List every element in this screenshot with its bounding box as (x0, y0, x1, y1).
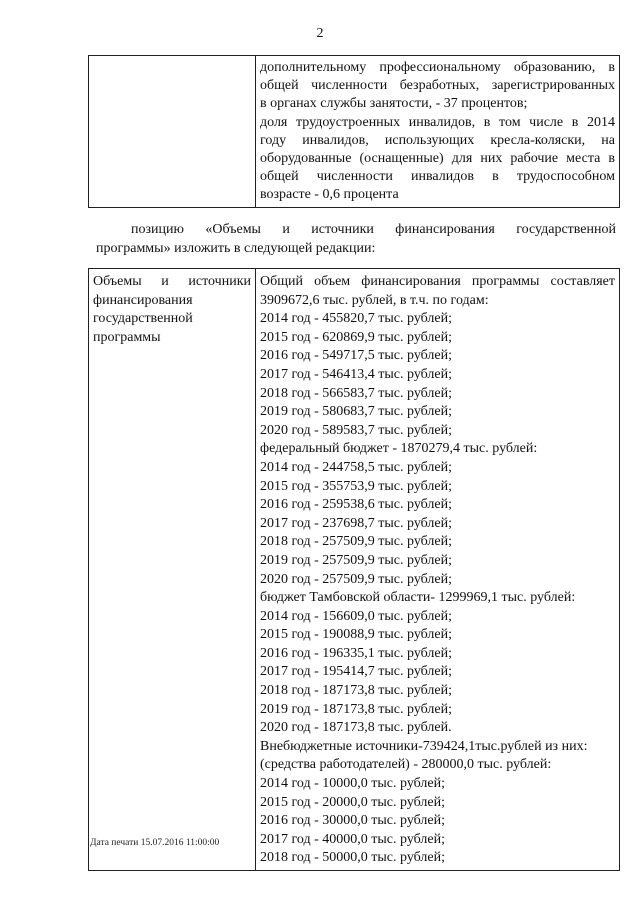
table1-value-cell (256, 56, 620, 208)
funding-line: 2017 год - 195414,7 тыс. рублей; (260, 664, 453, 680)
funding-line: 2020 год - 187173,8 тыс. рублей. (260, 720, 452, 736)
table1-label-cell (89, 56, 256, 208)
funding-line: 2019 год - 187173,8 тыс. рублей; (260, 701, 453, 717)
label-line: государственной (93, 311, 193, 327)
funding-line: 2014 год - 455820,7 тыс. рублей; (260, 311, 453, 327)
text-line: возрасте - 0,6 процента (260, 187, 399, 203)
funding-line: 2016 год - 196335,1 тыс. рублей; (260, 645, 453, 661)
funding-line: (средства работодателей) - 280000,0 тыс. рублей: (260, 757, 552, 773)
text-line: году инвалидов, использующих кресла-коляски, на (260, 132, 615, 148)
funding-table (88, 268, 620, 871)
label-line: программы (93, 329, 161, 345)
text-line: общей численности безработных, зарегистрированных (260, 78, 615, 94)
indicators-table (88, 55, 620, 208)
label-line: финансирования (93, 292, 193, 308)
text-line: оборудованные (оснащенные) для них рабочие места в (260, 151, 615, 167)
table-row (89, 56, 620, 208)
funding-value-cell (256, 269, 620, 871)
funding-line: 2015 год - 355753,9 тыс. рублей; (260, 478, 453, 494)
funding-line: 2014 год - 10000,0 тыс. рублей; (260, 776, 446, 792)
funding-line: федеральный бюджет - 1870279,4 тыс. рублей: (260, 441, 538, 457)
text-line: дополнительному профессиональному образованию, в (260, 60, 615, 75)
funding-line: 2018 год - 187173,8 тыс. рублей; (260, 683, 453, 699)
funding-line: 2018 год - 50000,0 тыс. рублей; (260, 850, 446, 866)
intro-line: позицию «Объемы и источники финансирования государственной (131, 222, 616, 237)
funding-line: бюджет Тамбовской области- 1299969,1 тыс. рублей: (260, 590, 576, 606)
funding-line: 2017 год - 237698,7 тыс. рублей; (260, 515, 453, 531)
funding-line: 2017 год - 40000,0 тыс. рублей; (260, 831, 446, 847)
funding-line: 2016 год - 259538,6 тыс. рублей; (260, 497, 453, 513)
funding-line: 2016 год - 549717,5 тыс. рублей; (260, 348, 453, 364)
funding-line: 2015 год - 620869,9 тыс. рублей; (260, 329, 453, 345)
label-line: Объемы и источники (93, 274, 251, 289)
print-date: Дата печати 15.07.2016 11:00:00 (90, 838, 220, 848)
page-number: 2 (316, 26, 324, 41)
funding-line: 2018 год - 566583,7 тыс. рублей; (260, 385, 453, 401)
table-row (89, 269, 620, 871)
funding-line: 3909672,6 тыс. рублей, в т.ч. по годам: (260, 292, 489, 308)
funding-line: 2014 год - 156609,0 тыс. рублей; (260, 608, 453, 624)
intro-paragraph (96, 220, 616, 258)
funding-line: 2020 год - 589583,7 тыс. рублей; (260, 422, 453, 438)
intro-line: программы» изложить в следующей редакции: (96, 241, 376, 256)
total-line: Общий объем финансирования программы составляет (260, 274, 615, 289)
funding-line: 2015 год - 190088,9 тыс. рублей; (260, 627, 453, 643)
funding-line: 2020 год - 257509,9 тыс. рублей; (260, 571, 453, 587)
funding-line: 2015 год - 20000,0 тыс. рублей; (260, 794, 446, 810)
funding-lines (260, 292, 615, 868)
funding-label-cell (89, 269, 256, 871)
text-line: в органах службы занятости, - 37 процентов; (260, 96, 528, 112)
funding-line: Внебюджетные источники-739424,1тыс.рублей из них: (260, 738, 588, 754)
funding-line: 2016 год - 30000,0 тыс. рублей; (260, 813, 446, 829)
funding-line: 2019 год - 580683,7 тыс. рублей; (260, 404, 453, 420)
funding-line: 2018 год - 257509,9 тыс. рублей; (260, 534, 453, 550)
funding-line: 2014 год - 244758,5 тыс. рублей; (260, 459, 453, 475)
text-line: общей численности инвалидов в трудоспособном (260, 169, 615, 185)
text-line: доля трудоустроенных инвалидов, в том числе в 2014 (260, 114, 615, 130)
funding-line: 2019 год - 257509,9 тыс. рублей; (260, 552, 453, 568)
funding-line: 2017 год - 546413,4 тыс. рублей; (260, 366, 453, 382)
